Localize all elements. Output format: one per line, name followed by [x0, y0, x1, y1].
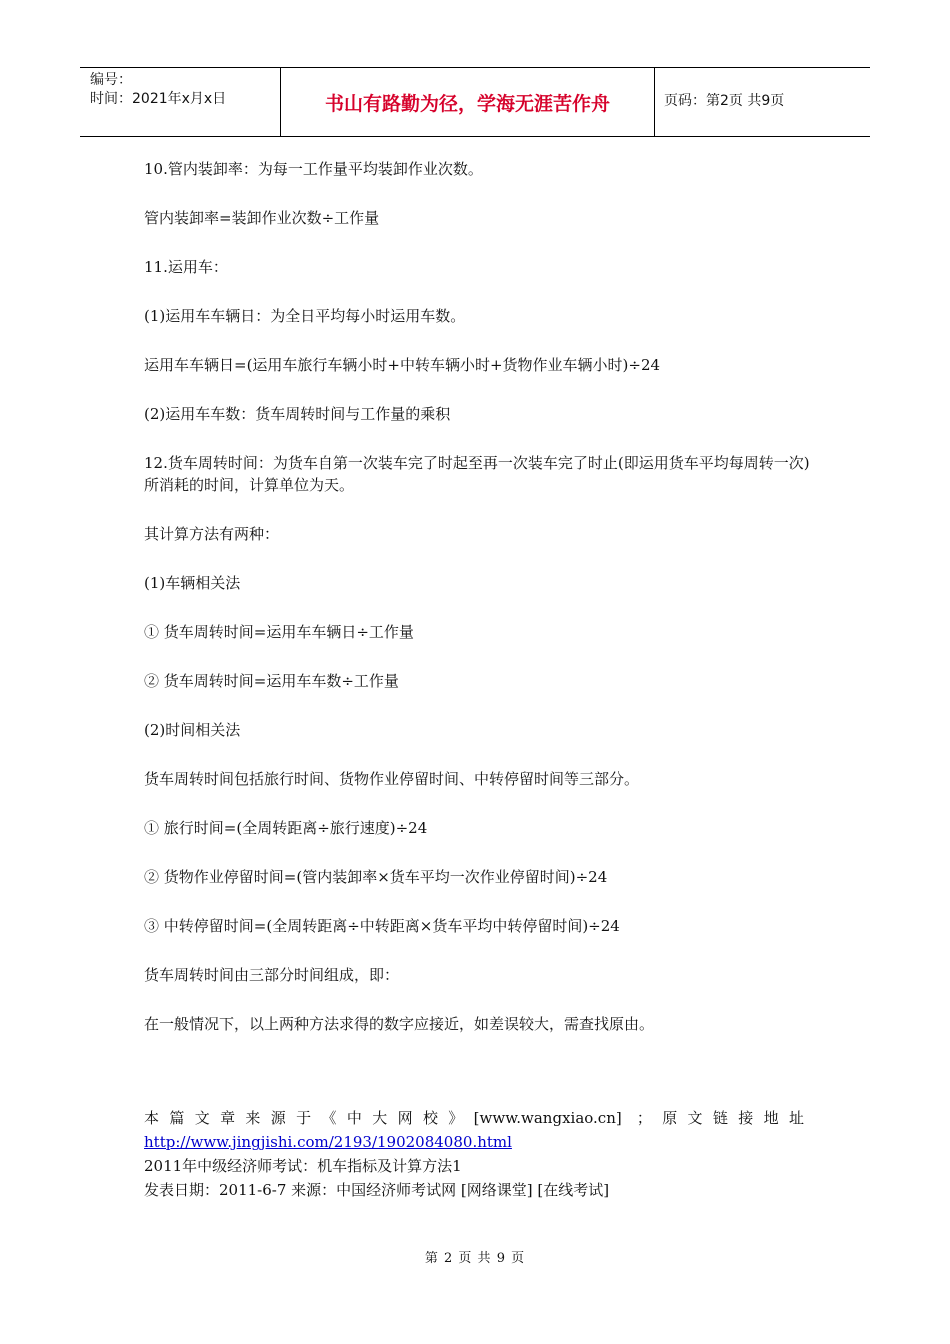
paragraph: 货车周转时间包括旅行时间、货物作业停留时间、中转停留时间等三部分。: [144, 770, 640, 788]
page-header: [80, 67, 870, 137]
source-block: [144, 1106, 804, 1202]
paragraph: 管内装卸率=装卸作业次数÷工作量: [144, 209, 380, 227]
article-title: 2011年中级经济师考试：机车指标及计算方法1: [144, 1157, 462, 1175]
paragraph: 10.管内装卸率：为每一工作量平均装卸作业次数。: [144, 160, 483, 178]
page-footer: 第 2 页 共 9 页: [424, 1251, 526, 1266]
paragraph: 其计算方法有两种：: [144, 525, 280, 543]
publish-info: 发表日期：2011-6-7 来源：中国经济师考试网 [网络课堂] [在线考试]: [144, 1181, 610, 1199]
header-left-cell: [80, 68, 281, 136]
header-page-info: 页码：第2页 共9页: [664, 93, 785, 109]
source-line: 本篇文章来源于《中大网校》[www.wangxiao.cn] ；原文链接地址: [144, 1109, 804, 1127]
document-body: [144, 158, 824, 1062]
date-line: 时间：2021年x月x日: [90, 91, 227, 107]
paragraph: (1)车辆相关法: [144, 574, 241, 592]
paragraph: 运用车车辆日=(运用车旅行车辆小时+中转车辆小时+货物作业车辆小时)÷24: [144, 356, 661, 374]
paragraph: ① 货车周转时间=运用车车辆日÷工作量: [144, 623, 414, 641]
paragraph: ① 旅行时间=(全周转距离÷旅行速度)÷24: [144, 819, 428, 837]
number-label: 编号：: [90, 72, 132, 88]
paragraph: (2)时间相关法: [144, 721, 241, 739]
paragraph: 11.运用车：: [144, 258, 228, 276]
paragraph: (1)运用车车辆日：为全日平均每小时运用车数。: [144, 307, 466, 325]
paragraph: ② 货车周转时间=运用车车数÷工作量: [144, 672, 399, 690]
paragraph: 货车周转时间由三部分时间组成，即：: [144, 966, 400, 984]
paragraph: 在一般情况下，以上两种方法求得的数字应接近，如差误较大，需查找原由。: [144, 1015, 655, 1033]
paragraph: ② 货物作业停留时间=(管内装卸率×货车平均一次作业停留时间)÷24: [144, 868, 608, 886]
paragraph: 12.货车周转时间：为货车自第一次装车完了时起至再一次装车完了时止(即运用货车平均每周转一次)所消耗的时间，计算单位为天。: [144, 454, 810, 494]
source-link[interactable]: http://www.jingjishi.com/2193/1902084080.html: [144, 1133, 512, 1151]
paragraph: ③ 中转停留时间=(全周转距离÷中转距离×货车平均中转停留时间)÷24: [144, 917, 620, 935]
paragraph: (2)运用车车数：货车周转时间与工作量的乘积: [144, 405, 451, 423]
header-motto: 书山有路勤为径，学海无涯苦作舟: [281, 68, 655, 136]
